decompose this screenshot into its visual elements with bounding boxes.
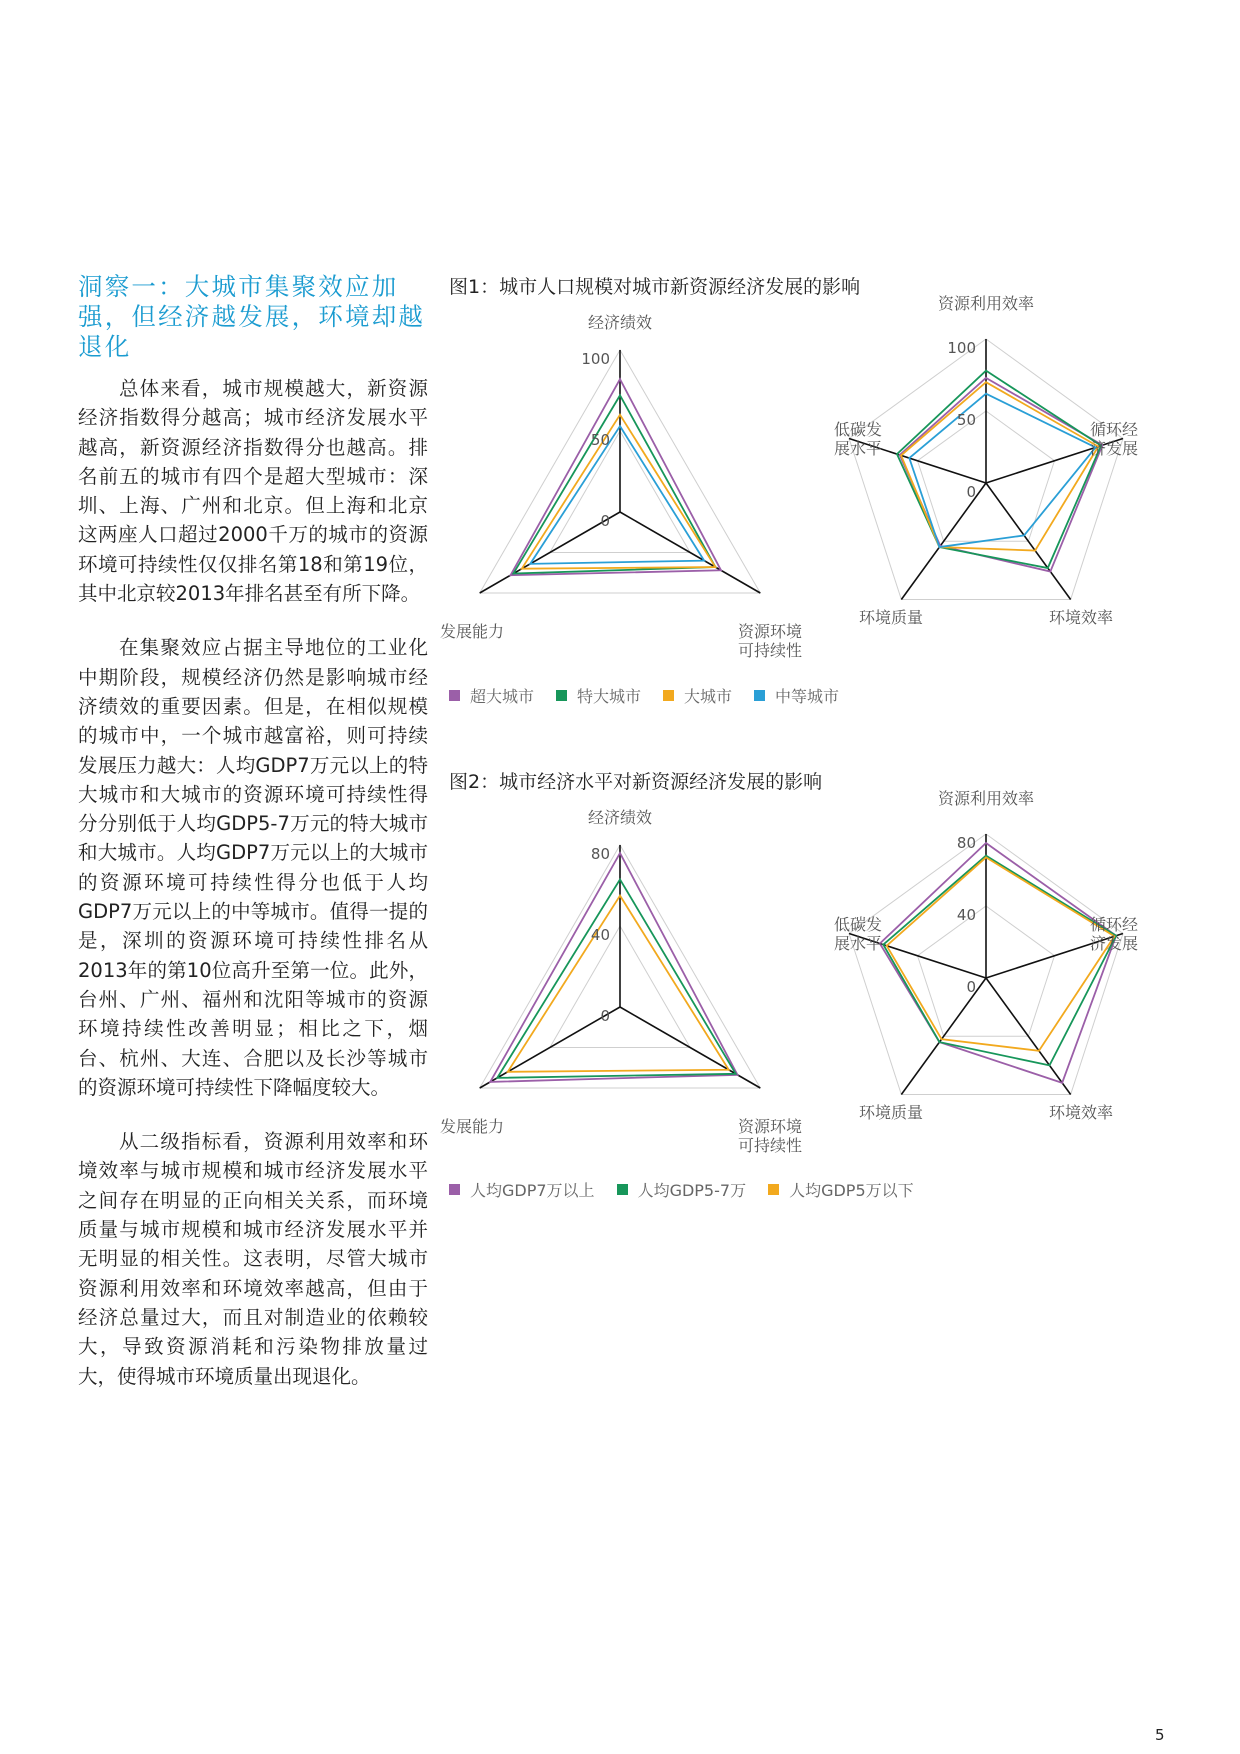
axis-label: 循环经济发展 [1089,420,1139,458]
axis-label: 环境效率 [1048,608,1114,627]
axis-label: 发展能力 [440,622,505,641]
tick-label: 0 [966,978,976,996]
axis-label: 环境质量 [858,608,924,627]
legend-item [663,684,732,707]
legend-item [617,1178,747,1201]
series-line [880,843,1116,1083]
tick-label: 40 [590,926,610,944]
legend-label: 人均GDP5万以下 [789,1181,914,1200]
legend-swatch [754,690,765,701]
figure-2-title: 图2：城市经济水平对新资源经济发展的影响 [449,771,823,793]
axis-label: 经济绩效 [587,808,653,827]
legend-swatch [768,1184,779,1195]
paragraph-2: 在集聚效应占据主导地位的工业化中期阶段，规模经济仍然是影响城市经济绩效的重要因素。但是，在相似规模的城市中，一个城市越富裕，则可持续发展压力越大：人均GDP7万元以上的特大城市和大城市的资源环境可持续性得分分别低于人均GDP5-7万元的特大城市和大城市。人均GDP7万元以上的大城市的资源环境可持续性得分也低于人均GDP7万元以上的中等城市。值得一提的是，深圳的资源环境可持续性排名从2013年的第10位高升至第一位。此外，台州、广州、福州和沈阳等城市的资源环境持续性改善明显；相比之下，烟台、杭州、大连、合肥以及长沙等城市的资源环境可持续性下降幅度较大。 [78,636,428,1099]
axis-label: 资源环境可持续性 [737,1117,803,1155]
tick-label: 50 [590,431,610,449]
tick-label: 80 [590,845,610,863]
axis-label: 循环经济发展 [1089,915,1139,953]
legend-label: 中等城市 [775,687,840,706]
series-line [883,856,1116,1066]
legend-label: 人均GDP5-7万 [637,1181,747,1200]
paragraph-1: 总体来看，城市规模越大，新资源经济指数得分越高；城市经济发展水平越高，新资源经济指数得分也越高。排名前五的城市有四个是超大型城市：深圳、上海、广州和北京。但上海和北京这两座人口超过2000千万的城市的资源环境可持续性仅仅排名第18和第19位，其中北京较2013年排名甚至有所下降。 [78,377,428,606]
legend-item [449,1178,595,1201]
legend-item [449,684,534,707]
page-number: 5 [1155,1726,1165,1744]
tick-label: 40 [956,906,976,924]
radar-chart [834,294,1138,627]
figure-1-title: 图1：城市人口规模对城市新资源经济发展的影响 [449,276,861,298]
tick-label: 0 [600,1007,610,1025]
tick-label: 100 [581,350,610,368]
radar-chart [440,313,802,660]
axis-label: 资源利用效率 [937,789,1035,808]
legend-swatch [449,1184,460,1195]
legend-item [556,684,641,707]
axis-label: 低碳发展水平 [833,915,883,953]
figure-1-legend [449,684,839,707]
radar-chart [440,808,802,1155]
axis-label: 经济绩效 [587,313,653,332]
series-line [887,857,1115,1050]
legend-label: 大城市 [684,687,733,706]
legend-item [768,1178,914,1201]
series-line [508,896,729,1072]
article-column [78,272,428,1416]
radar-chart [834,789,1138,1122]
legend-label: 人均GDP7万以上 [470,1181,595,1200]
tick-label: 100 [947,339,976,357]
series-line [900,378,1103,572]
axis-label: 环境效率 [1048,1103,1114,1122]
figure-2-legend [449,1178,914,1201]
axis-label: 资源利用效率 [937,294,1035,313]
legend-swatch [617,1184,628,1195]
axis-label: 发展能力 [440,1117,505,1136]
series-line [497,879,736,1077]
legend-label: 特大城市 [577,687,642,706]
tick-label: 80 [956,834,976,852]
legend-swatch [449,690,460,701]
section-heading: 洞察一：大城市集聚效应加强，但经济越发展，环境却越退化 [78,272,426,361]
tick-label: 0 [600,512,610,530]
axis-label: 资源环境可持续性 [737,622,803,660]
legend-label: 超大城市 [470,687,535,706]
figure-1-chart [440,294,1200,665]
legend-swatch [663,690,674,701]
tick-label: 50 [956,411,976,429]
figure-2-chart [440,789,1200,1160]
tick-label: 0 [966,483,976,501]
axis-label: 低碳发展水平 [833,420,883,458]
paragraph-3: 从二级指标看，资源利用效率和环境效率与城市规模和城市经济发展水平之间存在明显的正向相关关系，而环境质量与城市规模和城市经济发展水平并无明显的相关性。这表明，尽管大城市资源利用效率和环境效率越高，但由于经济总量过大，而且对制造业的依赖较大，导致资源消耗和污染物排放量过大，使得城市环境质量出现退化。 [78,1130,428,1388]
legend-swatch [556,690,567,701]
legend-item [754,684,839,707]
axis-label: 环境质量 [858,1103,924,1122]
